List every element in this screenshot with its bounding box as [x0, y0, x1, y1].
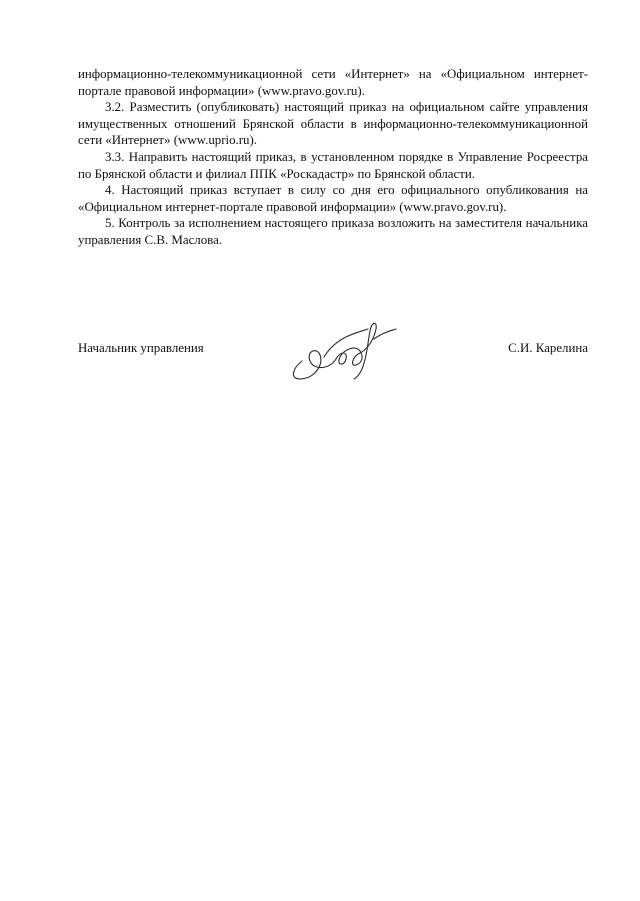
signatory-name: С.И. Карелина — [508, 341, 588, 355]
paragraph-continuation: информационно-телекоммуникационной сети «Интернет» на «Официальном интернет-портале правовой информации» (www.pravo.gov.ru). — [78, 67, 588, 98]
paragraph-3-3: 3.3. Направить настоящий приказ, в установленном порядке в Управление Росреестра по Брянской области и филиал ППК «Роскадастр» по Брянской области. — [78, 149, 588, 181]
paragraph-3-2: 3.2. Разместить (опубликовать) настоящий приказ на официальном сайте управления имущественных отношений Брянской области в информационно-телекоммуникационной сети «Интернет» (www.uprio.ru). — [78, 100, 588, 148]
signatory-position: Начальник управления — [78, 341, 204, 355]
paragraph-5: 5. Контроль за исполнением настоящего приказа возложить на заместителя начальника управления С.В. Маслова. — [78, 216, 588, 247]
signature-block — [78, 333, 588, 393]
document-body — [78, 66, 588, 249]
handwritten-signature — [284, 317, 414, 387]
paragraph-4: 4. Настоящий приказ вступает в силу со дня его официального опубликования на «Официальном интернет-портале правовой информации» (www.pravo.gov.ru). — [78, 183, 588, 214]
